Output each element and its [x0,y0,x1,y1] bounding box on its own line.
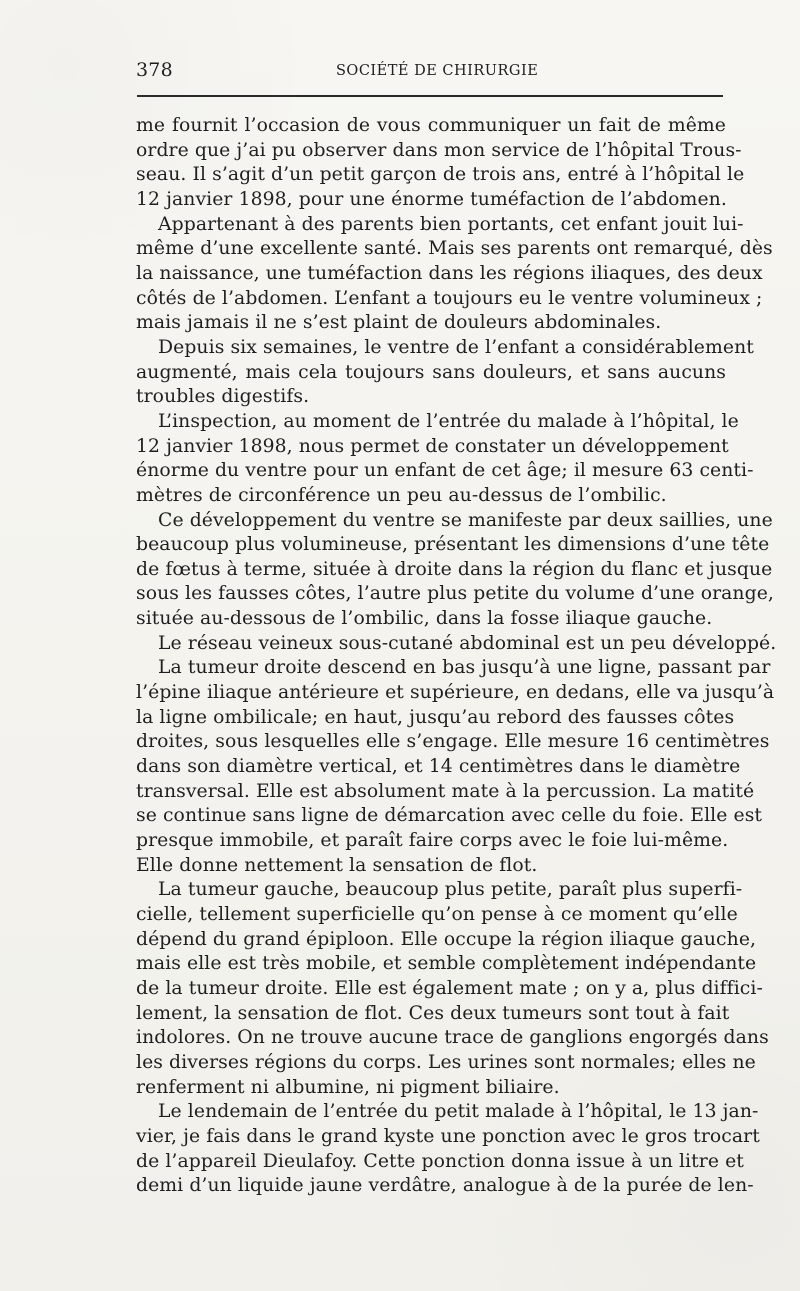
text-line: L’inspection, au moment de l’entrée du malade à l’hôpital, le [158,410,739,432]
text-line: de fœtus à terme, située à droite dans la région du flanc et jusque [136,558,773,580]
text-line: Le réseau veineux sous-cutané abdominal est un peu développé. [158,632,777,654]
text-line: Ce développement du ventre se manifeste par deux saillies, une [158,509,773,531]
text-line: même d’une excellente santé. Mais ses parents ont remarqué, dès [136,238,773,260]
text-line: La tumeur droite descend en bas jusqu’à une ligne, passant par [158,657,771,679]
body-text [136,114,777,1199]
text-line: côtés de l’abdomen. L’enfant a toujours eu le ventre volumineux ; [136,287,763,309]
text-line: Le lendemain de l’entrée du petit malade à l’hôpital, le 13 jan- [158,1101,759,1123]
text-line: vier, je fais dans le grand kyste une ponction avec le gros trocart [136,1125,760,1147]
text-line: 12 janvier 1898, nous permet de constater un développement [136,435,729,457]
running-title: SOCIÉTÉ DE CHIRURGIE [336,63,539,79]
text-line: les diverses régions du corps. Les urines sont normales; elles ne [136,1051,756,1073]
text-line: demi d’un liquide jaune verdâtre, analogue à de la purée de len- [136,1175,754,1197]
page-header [136,58,726,88]
text-line: sous les fausses côtes, l’autre plus petite du volume d’une orange, [136,583,774,605]
text-line: indolores. On ne trouve aucune trace de ganglions engorgés dans [136,1027,769,1049]
text-line: la naissance, une tuméfaction dans les régions iliaques, des deux [136,262,763,284]
text-line: Appartenant à des parents bien portants, cet enfant jouit lui- [158,213,744,235]
text-line: mais jamais il ne s’est plaint de douleurs abdominales. [136,312,662,334]
text-line: mais elle est très mobile, et semble complètement indépendante [136,953,757,975]
text-line: Depuis six semaines, le ventre de l’enfant a considérablement [158,336,754,358]
text-line: augmenté, mais cela toujours sans douleurs, et sans aucuns [136,361,726,383]
text-line: se continue sans ligne de démarcation avec celle du foie. Elle est [136,805,763,827]
text-line: troubles digestifs. [136,386,310,408]
text-line: La tumeur gauche, beaucoup plus petite, paraît plus superfi- [158,879,743,901]
text-line: de la tumeur droite. Elle est également mate ; on y a, plus diffici- [136,977,763,999]
text-line: mètres de circonférence un peu au-dessus de l’ombilic. [136,484,667,506]
text-line: dans son diamètre vertical, et 14 centimètres dans le diamètre [136,756,741,778]
text-line: 12 janvier 1898, pour une énorme tuméfaction de l’abdomen. [136,188,727,210]
text-line: lement, la sensation de flot. Ces deux tumeurs sont tout à fait [136,1002,730,1024]
text-line: l’épine iliaque antérieure et supérieure, en dedans, elle va jusqu’à [136,682,775,704]
page-number: 378 [136,59,173,81]
text-line: dépend du grand épiploon. Elle occupe la région iliaque gauche, [136,928,757,950]
text-line: droites, sous lesquelles elle s’engage. Elle mesure 16 centimètres [136,731,770,753]
text-line: transversal. Elle est absolument mate à la percussion. La matité [136,780,755,802]
text-line: située au-dessous de l’ombilic, dans la fosse iliaque gauche. [136,608,713,630]
text-line: ordre que j’ai pu observer dans mon service de l’hôpital Trous- [136,139,742,161]
text-line: de l’appareil Dieulafoy. Cette ponction donna issue à un litre et [136,1150,744,1172]
text-line: presque immobile, et paraît faire corps avec le foie lui-même. [136,830,729,852]
text-line: renferment ni albumine, ni pigment biliaire. [136,1076,560,1098]
text-line: seau. Il s’agit d’un petit garçon de trois ans, entré à l’hôpital le [136,164,745,186]
text-line: beaucoup plus volumineuse, présentant les dimensions d’une tête [136,534,770,556]
text-line: la ligne ombilicale; en haut, jusqu’au rebord des fausses côtes [136,706,735,728]
text-line: Elle donne nettement la sensation de flot. [136,854,538,876]
text-line: énorme du ventre pour un enfant de cet âge; il mesure 63 centi- [136,460,754,482]
header-rule [137,95,723,97]
text-line: cielle, tellement superficielle qu’on pense à ce moment qu’elle [136,904,738,925]
text-line: me fournit l’occasion de vous communiquer un fait de même [136,115,726,136]
